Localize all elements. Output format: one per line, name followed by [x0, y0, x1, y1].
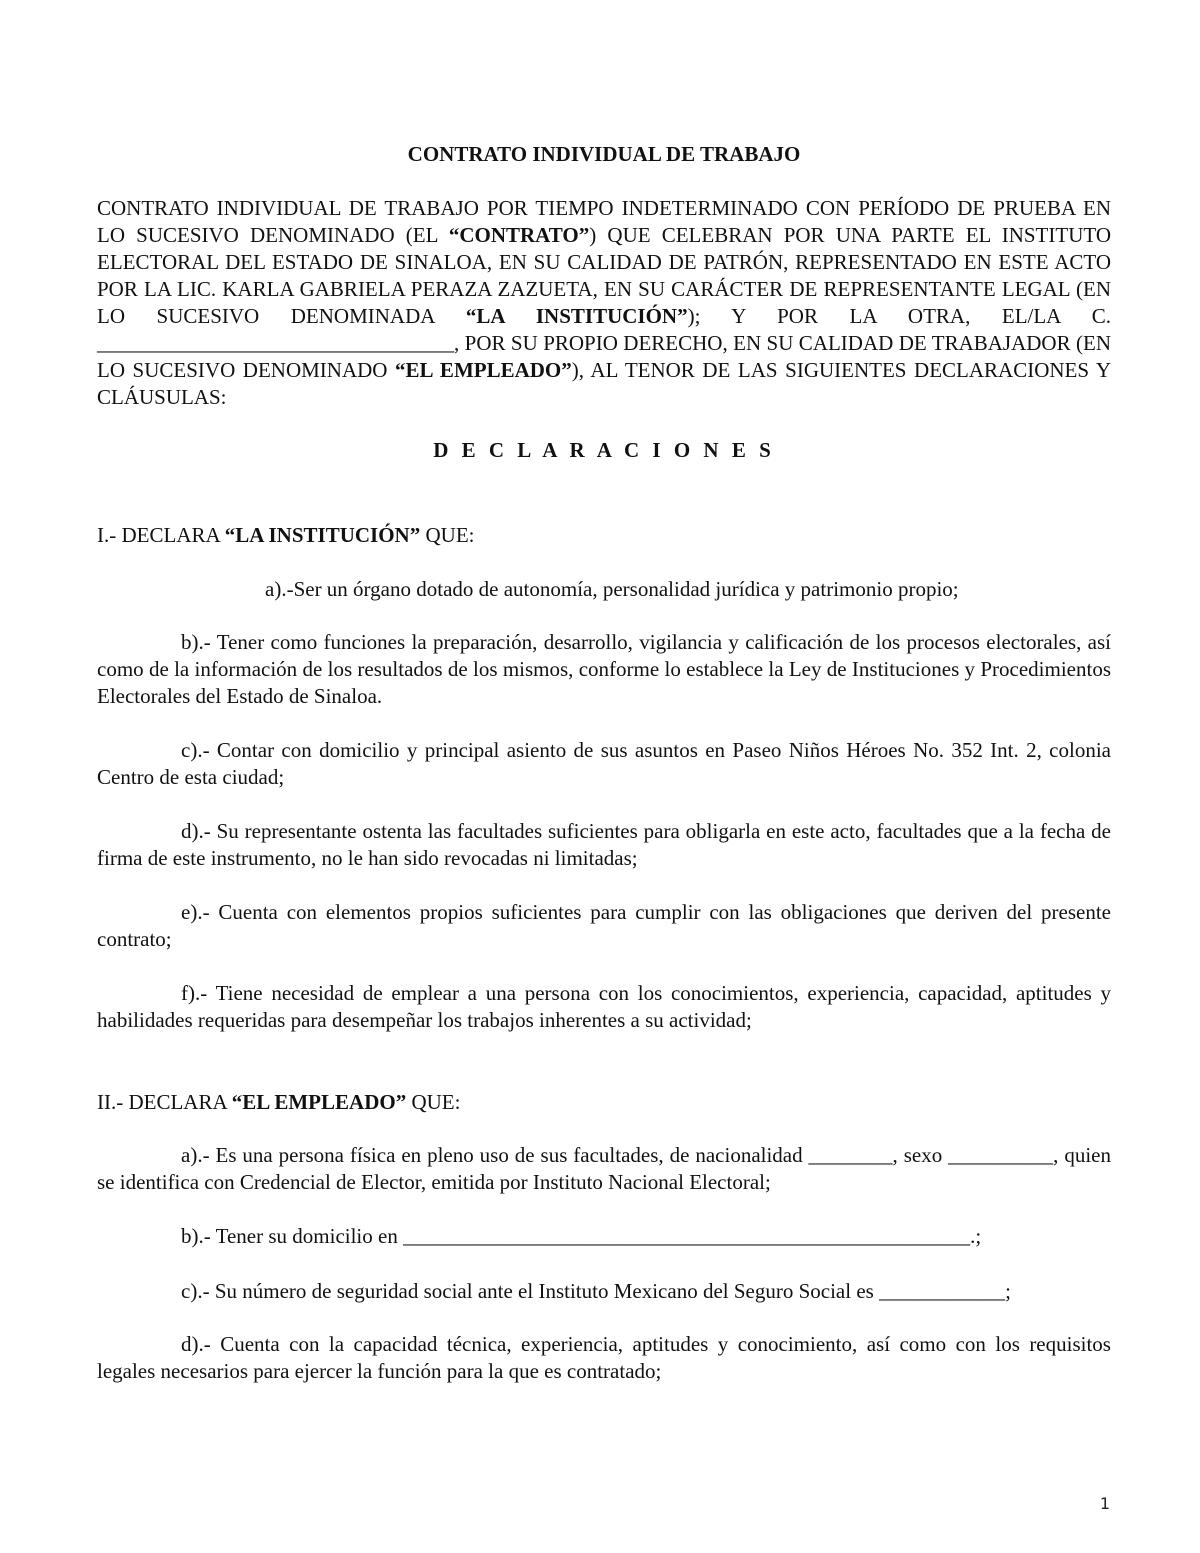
- preamble-text-1: CONTRATO INDIVIDUAL DE TRABAJO POR TIEMPO INDETERMINADO CON PERÍODO DE PRUEBA EN LO SUCESIVO DENOMINADO (EL: [97, 196, 1111, 247]
- section-party-name: “EL EMPLEADO”: [231, 1090, 407, 1114]
- document-title: CONTRATO INDIVIDUAL DE TRABAJO: [407, 142, 801, 166]
- page-number: 1: [1099, 1494, 1110, 1513]
- preamble-term-empleado: “EL EMPLEADO”: [395, 358, 572, 382]
- clause-text: Cuenta con elementos propios suficientes para cumplir con las obligaciones que deriven del presente contrato;: [97, 900, 1111, 951]
- preamble-term-institucion: “LA INSTITUCIÓN”: [465, 304, 688, 328]
- declaraciones-heading: D E C L A R A C I O N E S: [433, 438, 775, 462]
- section-prefix: I.- DECLARA: [97, 523, 225, 547]
- clause-label: f).-: [181, 981, 216, 1005]
- empleado-clause-a: [97, 1142, 1111, 1196]
- section-institucion-heading: [97, 522, 1111, 549]
- clause-label: a).-: [181, 1143, 216, 1167]
- clause-text: Es una persona física en pleno uso de sus facultades, de nacionalidad ________, sexo __________, quien se identifica con Credencial de Elector, emitida por Instituto Nacional Electoral;: [97, 1143, 1112, 1194]
- clause-label: d).-: [181, 819, 217, 843]
- empleado-clause-b: [97, 1223, 1111, 1250]
- section-suffix: QUE:: [406, 1090, 461, 1114]
- preamble-term-contrato: “CONTRATO”: [448, 223, 590, 247]
- empleado-clause-c: [97, 1278, 1111, 1305]
- institucion-clause-d: [97, 818, 1111, 872]
- clause-label: c).-: [181, 738, 217, 762]
- clause-label: a).-: [265, 577, 294, 601]
- empleado-clause-d: [97, 1331, 1111, 1385]
- institucion-clause-e: [97, 899, 1111, 953]
- institucion-clause-b: [97, 629, 1111, 710]
- preamble-text-3: ); Y POR LA OTRA, EL/LA C. __________________________________, POR SU PROPIO DERECHO, EN SU CALIDAD DE TRABAJADOR (EN LO SUCESIVO DENOMINADO: [97, 304, 1111, 382]
- clause-label: d).-: [181, 1332, 221, 1356]
- clause-text: Cuenta con la capacidad técnica, experiencia, aptitudes y conocimiento, así como con los requisitos legales necesarios para ejercer la función para la que es contratado;: [97, 1332, 1111, 1383]
- institucion-clause-a: [97, 576, 1111, 603]
- preamble-text-2: ) QUE CELEBRAN POR UNA PARTE EL INSTITUTO ELECTORAL DEL ESTADO DE SINALOA, EN SU CALIDAD DE PATRÓN, REPRESENTADO EN ESTE ACTO POR LA LIC. KARLA GABRIELA PERAZA ZAZUETA, EN SU CARÁCTER DE REPRESENTANTE LEGAL (EN LO SUCESIVO DENOMINADA: [97, 223, 1111, 328]
- clause-text: Tener su domicilio en ______________________________________________________.;: [215, 1224, 982, 1248]
- clause-text: Su número de seguridad social ante el Instituto Mexicano del Seguro Social es ____________;: [214, 1279, 1011, 1303]
- section-empleado-heading: [97, 1089, 1111, 1116]
- clause-label: e).-: [181, 900, 219, 924]
- section-prefix: II.- DECLARA: [97, 1090, 232, 1114]
- preamble-text-4: ), AL TENOR DE LAS SIGUIENTES DECLARACIONES Y CLÁUSULAS:: [97, 358, 1112, 409]
- clause-text: Tener como funciones la preparación, desarrollo, vigilancia y calificación de los procesos electorales, así como de la información de los resultados de los mismos, conforme lo establece la Ley de Instituciones y Procedimientos Electorales del Estado de Sinaloa.: [97, 630, 1111, 708]
- institucion-clause-f: [97, 980, 1111, 1034]
- clause-label: b).-: [181, 1224, 216, 1248]
- clause-text: Tiene necesidad de emplear a una persona con los conocimientos, experiencia, capacidad, aptitudes y habilidades requeridas para desempeñar los trabajos inherentes a su actividad;: [97, 981, 1111, 1032]
- clause-label: c).-: [181, 1279, 215, 1303]
- clause-label: b).-: [181, 630, 217, 654]
- institucion-clause-c: [97, 737, 1111, 791]
- clause-text: Contar con domicilio y principal asiento de sus asuntos en Paseo Niños Héroes No. 352 Int. 2, colonia Centro de esta ciudad;: [97, 738, 1111, 789]
- section-suffix: QUE:: [420, 523, 475, 547]
- section-party-name: “LA INSTITUCIÓN”: [224, 523, 421, 547]
- clause-text: Su representante ostenta las facultades suficientes para obligarla en este acto, facultades que a la fecha de firma de este instrumento, no le han sido revocadas ni limitadas;: [97, 819, 1111, 870]
- contract-preamble: [97, 195, 1111, 411]
- clause-text: Ser un órgano dotado de autonomía, personalidad jurídica y patrimonio propio;: [293, 577, 959, 601]
